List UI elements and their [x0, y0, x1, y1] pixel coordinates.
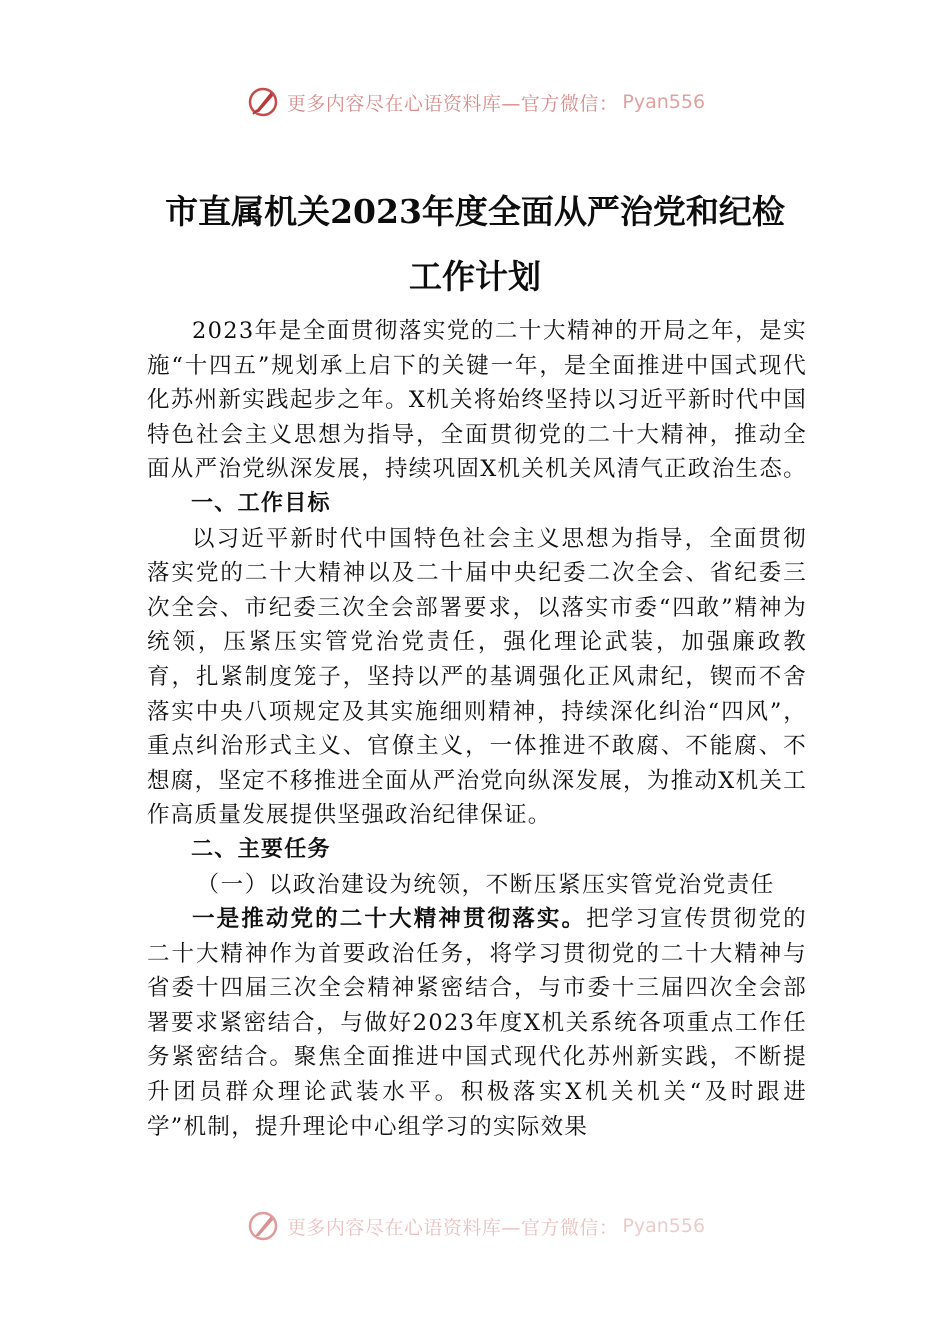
document-title-line-2: 工作计划	[409, 257, 541, 296]
subsection-heading-1: （一）以政治建设为统领，不断压紧压实管党治党责任	[196, 871, 775, 898]
watermark-text: 更多内容尽在心语资料库—官方微信：	[286, 1216, 619, 1239]
quill-logo-icon	[245, 84, 281, 120]
quill-logo-icon	[245, 1208, 281, 1244]
task1-body: 把学习宣传贯彻党的二十大精神作为首要政治任务，将学习贯彻党的二十大精神与省委十四届三次全会精神紧密结合，与市委十三届四次全会部署要求紧密结合，与做好2023年度X机关系统各项重点工作任务紧密结合。聚焦全面推进中国式现代化苏州新实践，不断提升团员群众理论武装水平。积极落实X机关机关“及时跟进学”机制，提升理论中心组学习的实际效果	[147, 906, 807, 1140]
intro-paragraph: 2023年是全面贯彻落实党的二十大精神的开局之年，是实施“十四五”规划承上启下的关键一年，是全面推进中国式现代化苏州新实践起步之年。X机关将始终坚持以习近平新时代中国特色社会主义思想为指导，全面贯彻党的二十大精神，推动全面从严治党纵深发展，持续巩固X机关机关风清气正政治生态。	[147, 318, 807, 483]
document-title-line-1: 市直属机关2023年度全面从严治党和纪检	[165, 192, 785, 231]
watermark-footer	[0, 1206, 950, 1246]
section-heading-goals: 一、工作目标	[191, 490, 331, 516]
watermark-code: Pyan556	[622, 91, 706, 113]
watermark-header	[0, 82, 950, 122]
goal-paragraph: 以习近平新时代中国特色社会主义思想为指导，全面贯彻落实党的二十大精神以及二十届中央纪委二次全会、省纪委三次全会、市纪委三次全会部署要求，以落实市委“四敢”精神为统领，压紧压实管党治党责任，强化理论武装，加强廉政教育，扎紧制度笼子，坚持以严的基调强化正风肃纪，锲而不舍落实中央八项规定及其实施细则精神，持续深化纠治“四风”，重点纠治形式主义、官僚主义，一体推进不敢腐、不能腐、不想腐，坚定不移推进全面从严治党向纵深发展，为推动X机关工作高质量发展提供坚强政治纪律保证。	[147, 525, 807, 829]
section-heading-tasks: 二、主要任务	[191, 836, 331, 862]
task1-lead: 一是推动党的二十大精神贯彻落实。	[192, 906, 587, 933]
document-body	[147, 314, 807, 1144]
watermark-code: Pyan556	[622, 1215, 706, 1237]
watermark-text: 更多内容尽在心语资料库—官方微信：	[286, 92, 619, 115]
task1-paragraph	[147, 902, 807, 1144]
